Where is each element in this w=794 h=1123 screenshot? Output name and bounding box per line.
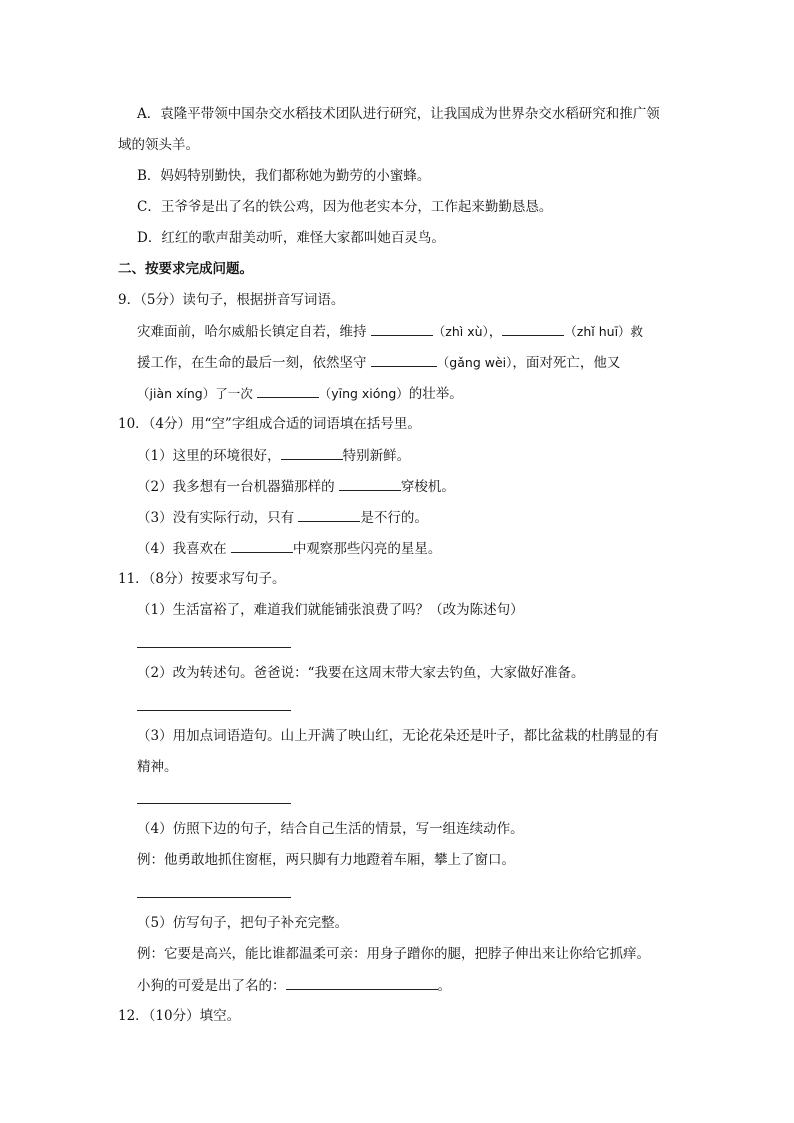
q9-pinyin-5: （jiàn xíng）了一次 xyxy=(137,386,257,401)
q9-text-2: 援工作，在生命的最后一刻，依然坚守 xyxy=(137,355,371,371)
q9-blank-3[interactable] xyxy=(371,352,437,367)
q10-item-2 xyxy=(137,476,455,497)
q10-blank-1[interactable] xyxy=(281,445,343,460)
q10-item-1-text: （1）这里的环境很好， xyxy=(137,448,281,464)
q11-item-5-prompt xyxy=(137,975,451,996)
q9-line2 xyxy=(137,352,620,373)
q10-blank-2[interactable] xyxy=(339,476,401,491)
section-heading: 二、按要求完成问题。 xyxy=(118,261,253,277)
q11-blank-5[interactable] xyxy=(286,975,438,990)
q11-answer-line-4[interactable] xyxy=(137,897,291,898)
option-b: B．妈妈特别勤快，我们都称她为勤劳的小蜜蜂。 xyxy=(137,168,431,184)
q11-item-2: （2）改为转述句。爸爸说：“我要在这周末带大家去钓鱼，大家做好准备。 xyxy=(137,665,585,681)
q9-pinyin-2: （zhǐ huī）救 xyxy=(564,324,644,339)
q10-blank-3[interactable] xyxy=(298,507,360,522)
q10-item-3 xyxy=(137,507,428,528)
q9-line1 xyxy=(137,321,643,342)
q10-blank-4[interactable] xyxy=(231,538,293,553)
option-a-line1: A．袁隆平带领中国杂交水稻技术团队进行研究，让我国成为世界杂交水稻研究和推广领 xyxy=(137,106,660,122)
option-d: D．红红的歌声甜美动听，难怪大家都叫她百灵鸟。 xyxy=(137,230,445,246)
q11-item-3-line2: 精神。 xyxy=(137,759,178,775)
q9-line3 xyxy=(137,383,463,404)
option-c: C．王爷爷是出了名的铁公鸡，因为他老实本分，工作起来勤勤恳恳。 xyxy=(137,199,553,215)
q11-answer-line-2[interactable] xyxy=(137,710,291,711)
q9-blank-4[interactable] xyxy=(257,383,319,398)
q10-item-4-text: （4）我喜欢在 xyxy=(137,541,231,557)
q11-item-4-example: 例：他勇敢地抓住窗框，两只脚有力地蹬着车厢，攀上了窗口。 xyxy=(137,852,515,868)
q10-item-4-end: 中观察那些闪亮的星星。 xyxy=(292,541,442,557)
q9-text-4: 的壮举。 xyxy=(408,386,463,402)
q10-item-1-end: 特别新鲜。 xyxy=(342,448,411,464)
q10-item-3-end: 是不行的。 xyxy=(360,510,428,526)
q9-blank-1[interactable] xyxy=(371,321,433,336)
q10-item-2-end: 穿梭机。 xyxy=(400,479,455,495)
q10-item-2-text: （2）我多想有一台机器猫那样的 xyxy=(137,479,339,495)
q9-text-3: ，面对死亡，他又 xyxy=(512,355,621,371)
q9-pinyin-4: （yīng xióng） xyxy=(318,386,409,401)
q11-item-5: （5）仿写句子，把句子补充完整。 xyxy=(137,915,349,931)
q9-blank-2[interactable] xyxy=(502,321,564,336)
q11-item-3-line1: （3）用加点词语造句。山上开满了映山红，无论花朵还是叶子，都比盆栽的杜鹃显的有 xyxy=(137,728,659,744)
q11-item-1: （1）生活富裕了，难道我们就能铺张浪费了吗？（改为陈述句） xyxy=(137,602,524,618)
q9-text-1: 灾难面前，哈尔威船长镇定自若，维持 xyxy=(137,324,371,340)
q10-item-3-text: （3）没有实际行动，只有 xyxy=(137,510,299,526)
option-a-line2: 域的领头羊。 xyxy=(118,137,199,153)
q9-pinyin-1: （zhì xù） xyxy=(432,324,489,339)
q9-heading: 9．（5分）读句子，根据拼音写词语。 xyxy=(118,292,345,308)
q11-item-5-end: 。 xyxy=(437,978,451,994)
q12-heading: 12．（10分）填空。 xyxy=(118,1008,241,1024)
q11-heading: 11．（8分）按要求写句子。 xyxy=(118,571,286,587)
q10-item-1 xyxy=(137,445,410,466)
q11-item-4: （4）仿照下边的句子，结合自己生活的情景，写一组连续动作。 xyxy=(137,821,524,837)
q11-item-5-example: 例：它要是高兴，能比谁都温柔可亲：用身子蹭你的腿，把脖子伸出来让你给它抓痒。 xyxy=(137,946,650,962)
q10-item-4 xyxy=(137,538,441,559)
q11-answer-line-3[interactable] xyxy=(137,803,291,804)
q10-heading: 10．（4分）用“空”字组成合适的词语填在括号里。 xyxy=(118,416,421,432)
q11-item-5-prompt-text: 小狗的可爱是出了名的： xyxy=(137,978,286,994)
q9-pinyin-3: （gǎng wèi） xyxy=(436,355,513,370)
q11-answer-line-1[interactable] xyxy=(137,647,291,648)
q9-sep: ， xyxy=(488,324,503,340)
